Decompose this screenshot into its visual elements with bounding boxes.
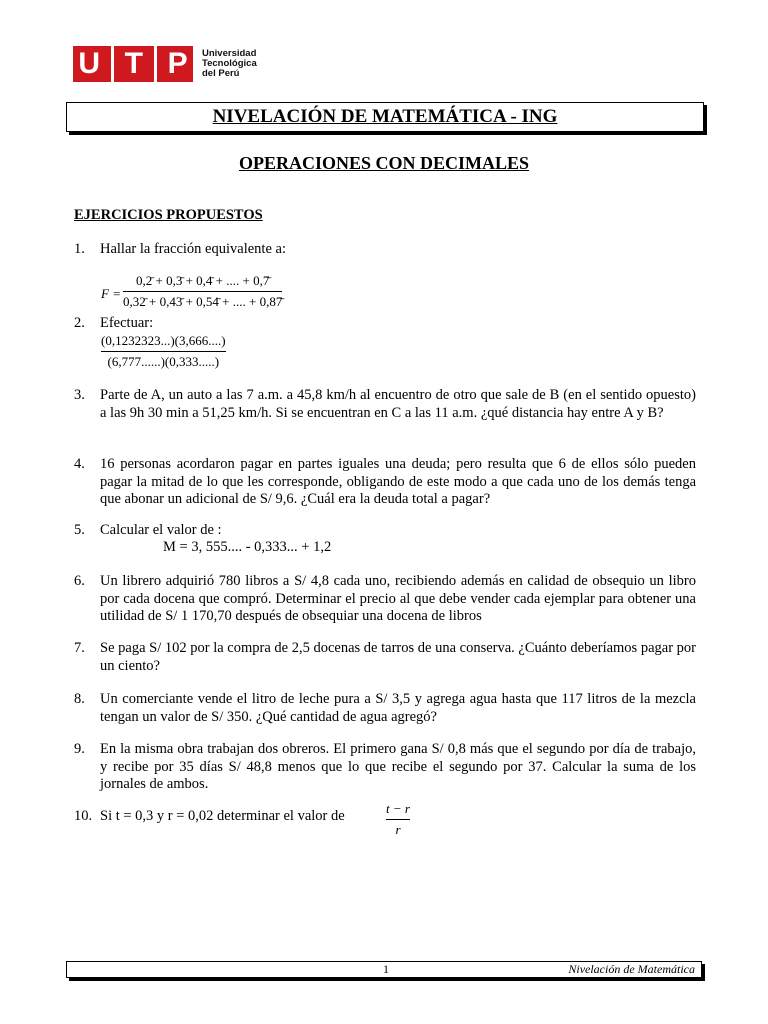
exercise-6 (74, 573, 696, 626)
exercise-text: Un comerciante vende el litro de leche pura a S/ 3,5 y agrega agua hasta que 117 litros de la mezcla tengan un valor de S/ 350. ¿Qué cantidad de agua agregó? (100, 691, 696, 725)
logo-line-1: Universidad (202, 48, 257, 59)
logo-letter-t: T (124, 47, 143, 80)
exercise-number: 9. (74, 741, 85, 757)
fraction-e-numerator: (0,1232323...)(3,666....) (101, 333, 226, 348)
exercise-2 (74, 315, 696, 333)
exercise-number: 6. (74, 573, 85, 589)
exercise-number: 8. (74, 691, 85, 707)
fraction-f (123, 273, 282, 310)
logo-line-2: Tecnológica (202, 58, 257, 69)
fraction-t-denominator: r (395, 822, 401, 837)
utp-logo (73, 46, 257, 82)
footer-label: Nivelación de Matemática (568, 962, 695, 976)
exercise-text: Parte de A, un auto a las 7 a.m. a 45,8 km/h al encuentro de otro que sale de B (en el sentido opuesto) a las 9h 30 min a 51,25 km/h. Si se encuentran en C a las 11 a.m. ¿qué distancia hay entre A y B? (100, 387, 696, 421)
exercise-1 (74, 241, 696, 259)
exercise-number: 10. (74, 808, 93, 824)
exercise-number: 1. (74, 241, 85, 257)
exercise-number: 5. (74, 522, 85, 538)
exercise-text: Un librero adquirió 780 libros a S/ 4,8 cada uno, recibiendo además en calidad de obsequio un libro por cada docena que compró. Determinar el precio al que debe vender cada ejemplar para obtener una utilidad de S/ 1 170,70 después de obsequiar una docena de libros (100, 573, 696, 624)
logo-badge (73, 46, 193, 82)
exercise-text: Hallar la fracción equivalente a: (100, 241, 286, 257)
page-title: NIVELACIÓN DE MATEMÁTICA - ING (212, 106, 558, 127)
exercise-number: 3. (74, 387, 85, 403)
exercise-text: En la misma obra trabajan dos obreros. El primero gana S/ 0,8 más que el segundo por día de trabajo, y recibe por 35 días S/ 48,8 menos que lo que recibe el segundo por 37. Calcular la suma de los jornales de ambos. (100, 741, 696, 792)
fraction-t-numerator: t − r (386, 801, 410, 816)
exercise-number: 7. (74, 640, 85, 656)
exercise-4 (74, 456, 696, 509)
section-heading: EJERCICIOS PROPUESTOS (74, 207, 263, 223)
exercise-text: 16 personas acordaron pagar en partes iguales una deuda; pero resulta que 6 de ellos sólo pueden pagar la mitad de lo que les corresponde, obligando de este modo a que cada uno de los demás tenga que abonar un adicional de S/ 9,6. ¿Cuál era la deuda total a pagar? (100, 456, 696, 507)
logo-letter-p: P (167, 47, 188, 80)
expression-m: M = 3, 555.... - 0,333... + 1,2 (163, 539, 332, 555)
exercise-3 (74, 387, 696, 422)
exercise-number: 4. (74, 456, 85, 472)
exercise-text: Efectuar: (100, 315, 154, 331)
exercise-text: Si t = 0,3 y r = 0,02 determinar el valor de (100, 808, 345, 824)
title-box (66, 102, 704, 132)
exercise-text: Se paga S/ 102 por la compra de 2,5 docenas de tarros de una conserva. ¿Cuánto deberíamos pagar por un ciento? (100, 640, 696, 674)
logo-letter-u: U (78, 47, 101, 80)
exercise-10 (74, 808, 696, 826)
logo-text (202, 49, 257, 79)
exercise-number: 2. (74, 315, 85, 331)
page-footer (66, 961, 702, 978)
fraction-e-denominator: (6,777......)(0,333.....) (107, 354, 220, 369)
fraction-t (386, 801, 410, 838)
fraction-e (101, 333, 226, 370)
fraction-f-denominator: 0,32̄ + 0,43̄ + 0,54̄ + .... + 0,87̄ (123, 294, 283, 309)
exercise-text: Calcular el valor de : (100, 522, 222, 538)
logo-line-3: del Perú (202, 68, 240, 79)
exercise-8 (74, 691, 696, 726)
exercise-9 (74, 741, 696, 794)
fraction-f-numerator: 0,2̄ + 0,3̄ + 0,4̄ + .... + 0,7̄ (136, 273, 270, 288)
page-subtitle: OPERACIONES CON DECIMALES (238, 153, 530, 173)
fraction-f-label: F = (101, 286, 121, 301)
exercise-7 (74, 640, 696, 675)
page-number: 1 (383, 962, 389, 976)
exercise-5 (74, 522, 696, 540)
